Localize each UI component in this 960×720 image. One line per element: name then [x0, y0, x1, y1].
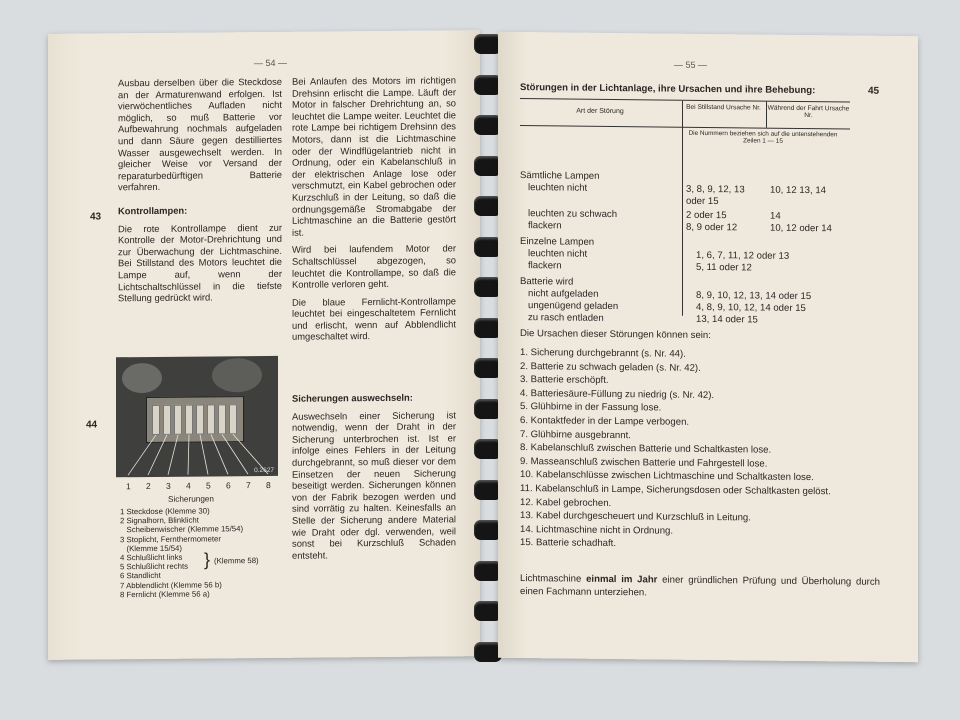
- row-label: leuchten zu schwach: [520, 208, 618, 221]
- fuse-legend: [120, 506, 280, 599]
- cause-item: 1. Sicherung durchgebrannt (s. Nr. 44).: [520, 347, 686, 360]
- fuse-replace-text: Auswechseln einer Sicherung ist notwendig, wenn der Draht in der Sicherung unterbrochen ist. Ist er infolge eines Fehlers in der Leitung durchgebrannt, so muß dieser vor dem Einsetzen der neuen Sicherung beseitigt werden. Sicherungen können von der Fabrik bezogen werden und sind vorrätig zu halten. Keinesfalls an Stelle der Sicherung andere Material wie Draht oder dgl. verwenden, weil sonst bei Kurzschluß Schaden entsteht.: [292, 408, 456, 561]
- photo-number-row: [116, 480, 278, 493]
- causes-list: [520, 346, 870, 554]
- footer-bold: einmal im Jahr: [586, 573, 658, 586]
- table-row: [520, 288, 850, 303]
- legend-line: (Klemme 15/54): [120, 543, 182, 554]
- photo-number-2: 2: [146, 480, 151, 492]
- cause-item: 8. Kabelanschluß zwischen Batterie und Schaltkasten lose.: [520, 442, 772, 456]
- left-column-2: [292, 74, 456, 567]
- legend-brace: }: [204, 549, 211, 570]
- legend-line: 3 Stoplicht, Fernthermometer: [120, 533, 221, 544]
- row-standstill: 2 oder 15: [686, 209, 727, 222]
- legend-line: 4 Schlußlicht links: [120, 552, 183, 563]
- cause-item: 11. Kabelanschluß in Lampe, Sicherungsdosen oder Schaltkasten gelöst.: [520, 482, 831, 498]
- row-label: ungenügend geladen: [520, 300, 619, 313]
- table-row: [520, 208, 850, 222]
- row-driving: [770, 279, 850, 280]
- cause-item: 4. Batteriesäure-Füllung zu niedrig (s. Nr. 42).: [520, 387, 715, 401]
- cause-item: 9. Masseanschluß zwischen Batterie und Fahrgestell lose.: [520, 455, 768, 470]
- row-label: nicht aufgeladen: [520, 288, 599, 300]
- table-row: [520, 182, 850, 208]
- row-standstill: 13, 14 oder 15: [696, 313, 758, 326]
- row-driving: [770, 173, 850, 174]
- row-label: leuchten nicht: [520, 248, 588, 260]
- legend-brace-label: (Klemme 58): [214, 556, 259, 566]
- legend-line: 6 Standlicht: [120, 571, 161, 581]
- footer-post: einer gründlichen Prüfung und Überholung durch einen Fachmann unterziehen.: [520, 574, 881, 599]
- legend-line: 7 Abblendlicht (Klemme 56 b): [120, 579, 222, 590]
- legend-line: Scheibenwischer (Klemme 15/54): [120, 524, 244, 535]
- row-standstill: 8, 9, 10, 12, 13, 14 oder 15: [696, 289, 812, 303]
- row-label: flackern: [520, 260, 562, 272]
- section-43-number: 43: [90, 211, 102, 223]
- fuse-replace-heading: Sicherungen auswechseln:: [292, 391, 413, 404]
- photo-number-1: 1: [126, 481, 131, 492]
- legend-line: 8 Fernlicht (Klemme 56 a): [120, 589, 210, 600]
- row-label: flackern: [520, 220, 562, 232]
- cause-item: 6. Kontaktfeder in der Lampe verbogen.: [520, 414, 690, 428]
- cause-item: 12. Kabel gebrochen.: [520, 496, 612, 509]
- cause-item: 2. Batterie zu schwach geladen (s. Nr. 42).: [520, 360, 701, 374]
- photo-code: 0.2627: [254, 466, 274, 475]
- row-label: leuchten nicht: [520, 182, 588, 194]
- cause-item: 10. Kabelanschlüsse zwischen Lichtmaschine und Schaltkasten lose.: [520, 469, 814, 484]
- cause-item: 15. Batterie schadhaft.: [520, 537, 616, 550]
- header-driving: Während der Fahrt Ursache Nr.: [766, 102, 850, 129]
- row-standstill: [696, 278, 856, 280]
- caption-title: Sicherungen: [168, 494, 214, 504]
- row-driving: 10, 12 oder 14: [770, 222, 832, 235]
- key-removed-paragraph: Wird bei laufendem Motor der Schaltschlüssel abgezogen, so leuchtet die Kontrollampe, so daß die Kontrolle verloren geht.: [292, 242, 456, 290]
- table-row: [520, 248, 850, 262]
- cause-item: 7. Glühbirne ausgebrannt.: [520, 428, 631, 441]
- legend-line: 5 Schlußlicht rechts: [120, 561, 189, 572]
- photo-number-8: 8: [266, 479, 271, 490]
- row-driving: 10, 12 13, 14: [770, 184, 827, 197]
- photo-number-6: 6: [226, 480, 231, 491]
- header-standstill: Bei Stillstand Ursache Nr.: [682, 101, 764, 128]
- table-row: [520, 276, 850, 288]
- row-standstill: 8, 9 oder 12: [686, 221, 738, 234]
- row-label: Einzelne Lampen: [520, 236, 595, 248]
- row-label: Sämtliche Lampen: [520, 170, 600, 182]
- section-45-number: 45: [868, 85, 880, 97]
- fuse-box-photo: [116, 356, 278, 477]
- page-number-54: — 54 —: [254, 57, 288, 69]
- left-page: [48, 30, 480, 660]
- lamp-behaviour-paragraph: Bei Anlaufen des Motors im richtigen Drehsinn erlischt die Lampe. Läuft der Motor in falscher Drehrichtung an, so leuchtet die Lampe weiter. Leuchtet die rote Lampe bei richtigem Drehsinn des Motors, dann ist die Lichtmaschine oder der Windflügelantrieb nicht in Ordnung, oder ein Kabelanschluß in der elektrischen Anlage lose oder verschmutzt, ein Kabel gebrochen oder Kurzschluß in der Leitung, so daß die ordnungsgemäße Stromabgabe der Lichtmaschine an die Batterie gestört ist.: [292, 74, 456, 238]
- photo-number-7: 7: [246, 480, 251, 491]
- legend-line: 2 Signalhorn, Blinklicht: [120, 515, 199, 526]
- section-43-heading: Kontrollampen:: [118, 204, 188, 217]
- section-44-number: 44: [86, 419, 98, 431]
- row-driving: [770, 239, 850, 240]
- table-row: [520, 170, 850, 182]
- header-kind: Art der Störung: [576, 107, 624, 116]
- row-standstill: 5, 11 oder 12: [696, 261, 752, 274]
- row-label: zu rasch entladen: [520, 312, 604, 324]
- row-standstill: [686, 172, 764, 173]
- right-page: [498, 32, 918, 662]
- row-driving: 14: [770, 210, 781, 222]
- battery-paragraph: Ausbau derselben über die Steckdose an der Armaturenwand erfolgen. Ist vierwöchentliches Aufladen nicht möglich, so muß Batterie vor Aufbewahrung nochmals aufgeladen und dann Säure gegen destilliertes Wasser ausgewechselt werden. In gleicher Weise vor Versand der reparaturbedürftigen Batterie verfahren.: [118, 75, 282, 193]
- cause-item: 3. Batterie erschöpft.: [520, 374, 609, 387]
- causes-intro: Die Ursachen dieser Störungen können sein:: [520, 328, 711, 342]
- photo-number-4: 4: [186, 480, 191, 491]
- footer-pre: Lichtmaschine: [520, 573, 587, 585]
- legend-line: 1 Steckdose (Klemme 30): [120, 506, 210, 517]
- table-divider: [682, 126, 683, 316]
- row-standstill: 3, 8, 9, 12, 13 oder 15: [686, 183, 745, 208]
- page-number-55: — 55 —: [674, 59, 708, 70]
- table-note: Die Nummern beziehen sich auf die untenstehenden Zeilen 1 — 15: [688, 129, 838, 146]
- row-standstill: [686, 238, 764, 239]
- photo-number-5: 5: [206, 480, 211, 491]
- troubleshooting-heading: Störungen in der Lichtanlage, ihre Ursachen und ihre Behebung:: [520, 82, 816, 97]
- table-header: [520, 98, 850, 129]
- row-standstill: 1, 6, 7, 11, 12 oder 13: [696, 249, 790, 262]
- leader-lines: [116, 356, 278, 477]
- cause-item: 13. Kabel durchgescheuert und Kurzschluß in Leitung.: [520, 510, 751, 524]
- cause-item: 14. Lichtmaschine nicht in Ordnung.: [520, 523, 674, 537]
- cause-item: 5. Glühbirne in der Fassung lose.: [520, 401, 662, 414]
- high-beam-paragraph: Die blaue Fernlicht-Kontrollampe leuchtet bei eingeschaltetem Fernlicht und erlischt, wenn auf Abblendlicht umgeschaltet wird.: [292, 295, 456, 343]
- row-label: Batterie wird: [520, 276, 574, 288]
- row-standstill: 4, 8, 9, 10, 12, 14 oder 15: [696, 301, 806, 315]
- section-43-text: Die rote Kontrollampe dient zur Kontrolle der Motor-Drehrichtung und zur Überwachung der Lichtmaschine. Bei Stillstand des Motors leuchtet die Lampe auf, wenn der Lichtschaltschlüssel in die tiefste Stellung gedrückt wird.: [118, 221, 282, 304]
- footer-note: [520, 572, 880, 602]
- left-column-1: [118, 76, 282, 310]
- photo-number-3: 3: [166, 480, 171, 491]
- table-row: [520, 236, 850, 248]
